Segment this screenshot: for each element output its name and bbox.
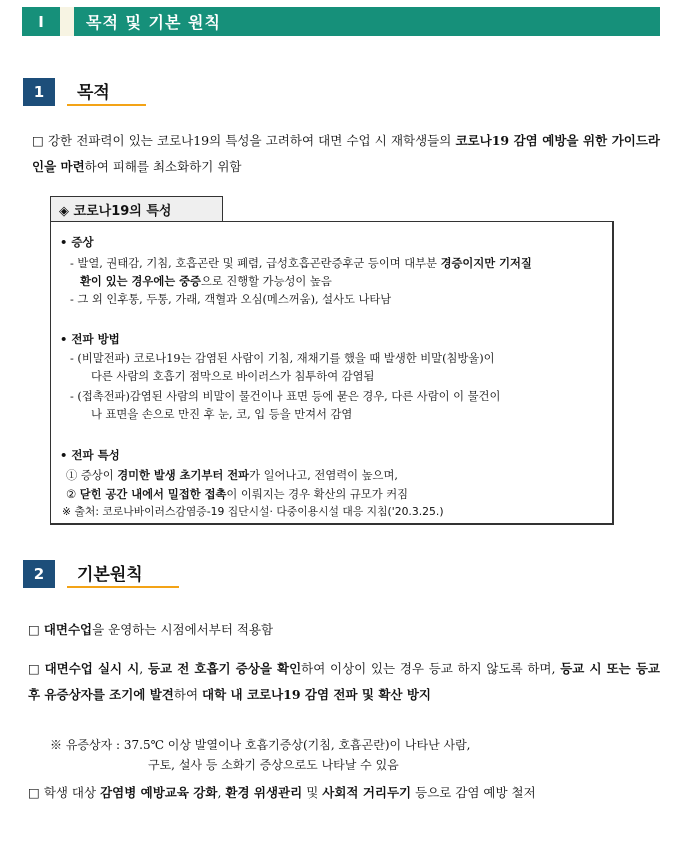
symptoms-line-2: 환이 있는 경우에는 중증으로 진행할 가능성이 높음 <box>80 274 332 288</box>
transmission-line-1: - (비말전파) 코로나19는 감염된 사람이 기침, 재채기를 했을 때 발생한 비말(침방울)이 <box>70 352 495 365</box>
traits-heading: • 전파 특성 <box>60 448 120 462</box>
traits-line-2: ② 닫힌 공간 내에서 밀접한 접촉이 이뤄지는 경우 확산의 규모가 커짐 <box>66 487 409 501</box>
section-2-number: 2 <box>23 560 55 588</box>
symptom-note-line-1: ※ 유증상자 : 37.5℃ 이상 발열이나 호흡기증상(기침, 호흡곤란)이 나타난 사람, <box>50 738 471 752</box>
symptoms-line-1: - 발열, 권태감, 기침, 호흡곤란 및 폐렴, 급성호흡곤란증후군 등이며 대부분 경증이지만 기저질 <box>70 256 532 270</box>
section-1-header <box>23 78 146 106</box>
traits-line-1: ① 증상이 경미한 발생 초기부터 전파가 일어나고, 전염력이 높으며, <box>66 468 398 482</box>
transmission-heading: • 전파 방법 <box>60 332 120 346</box>
chapter-banner <box>22 7 660 36</box>
principle-3: □ 학생 대상 감염병 예방교육 강화, 환경 위생관리 및 사회적 거리두기 등으로 감염 예방 철저 <box>28 785 536 800</box>
chapter-title: 목적 및 기본 원칙 <box>86 13 221 32</box>
transmission-line-4: 나 표면을 손으로 만진 후 눈, 코, 입 등을 만져서 감염 <box>91 408 353 421</box>
chapter-divider <box>60 7 74 36</box>
purpose-paragraph: □ 강한 전파력이 있는 코로나19의 특성을 고려하여 대면 수업 시 재학생들의 코로나19 감염 예방을 위한 가이드라인을 마련하여 피해를 최소화하기 위함 <box>32 133 660 174</box>
transmission-line-3: - (접촉전파)감염된 사람의 비말이 물건이나 표면 등에 묻은 경우, 다른 사람이 이 물건이 <box>70 390 501 403</box>
section-2-header <box>23 560 179 588</box>
section-1-title: 목적 <box>77 83 110 103</box>
principle-1: □ 대면수업을 운영하는 시점에서부터 적용함 <box>28 622 274 637</box>
chapter-number: I <box>38 12 44 31</box>
section-1-number: 1 <box>23 78 55 106</box>
symptoms-line-3: - 그 외 인후통, 두통, 가래, 객혈과 오심(메스꺼움), 설사도 나타남 <box>70 293 392 306</box>
symptom-note-line-2: 구토, 설사 등 소화기 증상으로도 나타날 수 있음 <box>148 758 399 772</box>
purpose-highlight: 코로나19 감염 예방을 위한 가이드라인을 마련 <box>32 133 660 174</box>
covid-characteristics-box <box>50 221 614 525</box>
info-box-tab: ◈ 코로나19의 특성 <box>50 196 223 222</box>
principle-2: □ 대면수업 실시 시, 등교 전 호흡기 증상을 확인하여 이상이 있는 경우 등교 하지 않도록 하며, 등교 시 또는 등교 후 유증상자를 조기에 발견하여 대학 내 코로나19 감염 전파 및 확산 방지 <box>28 661 661 702</box>
symptoms-heading: • 증상 <box>60 235 94 249</box>
source-note: ※ 출처: 코로나바이러스감염증-19 집단시설· 다중이용시설 대응 지침('20.3.25.) <box>62 505 444 518</box>
checkbox-bullet: □ <box>32 133 44 148</box>
section-1-title-underline <box>67 78 146 106</box>
transmission-line-2: 다른 사람의 호흡기 점막으로 바이러스가 침투하여 감염됨 <box>91 370 375 383</box>
section-2-title-underline <box>67 560 179 588</box>
section-2-title: 기본원칙 <box>77 565 143 585</box>
